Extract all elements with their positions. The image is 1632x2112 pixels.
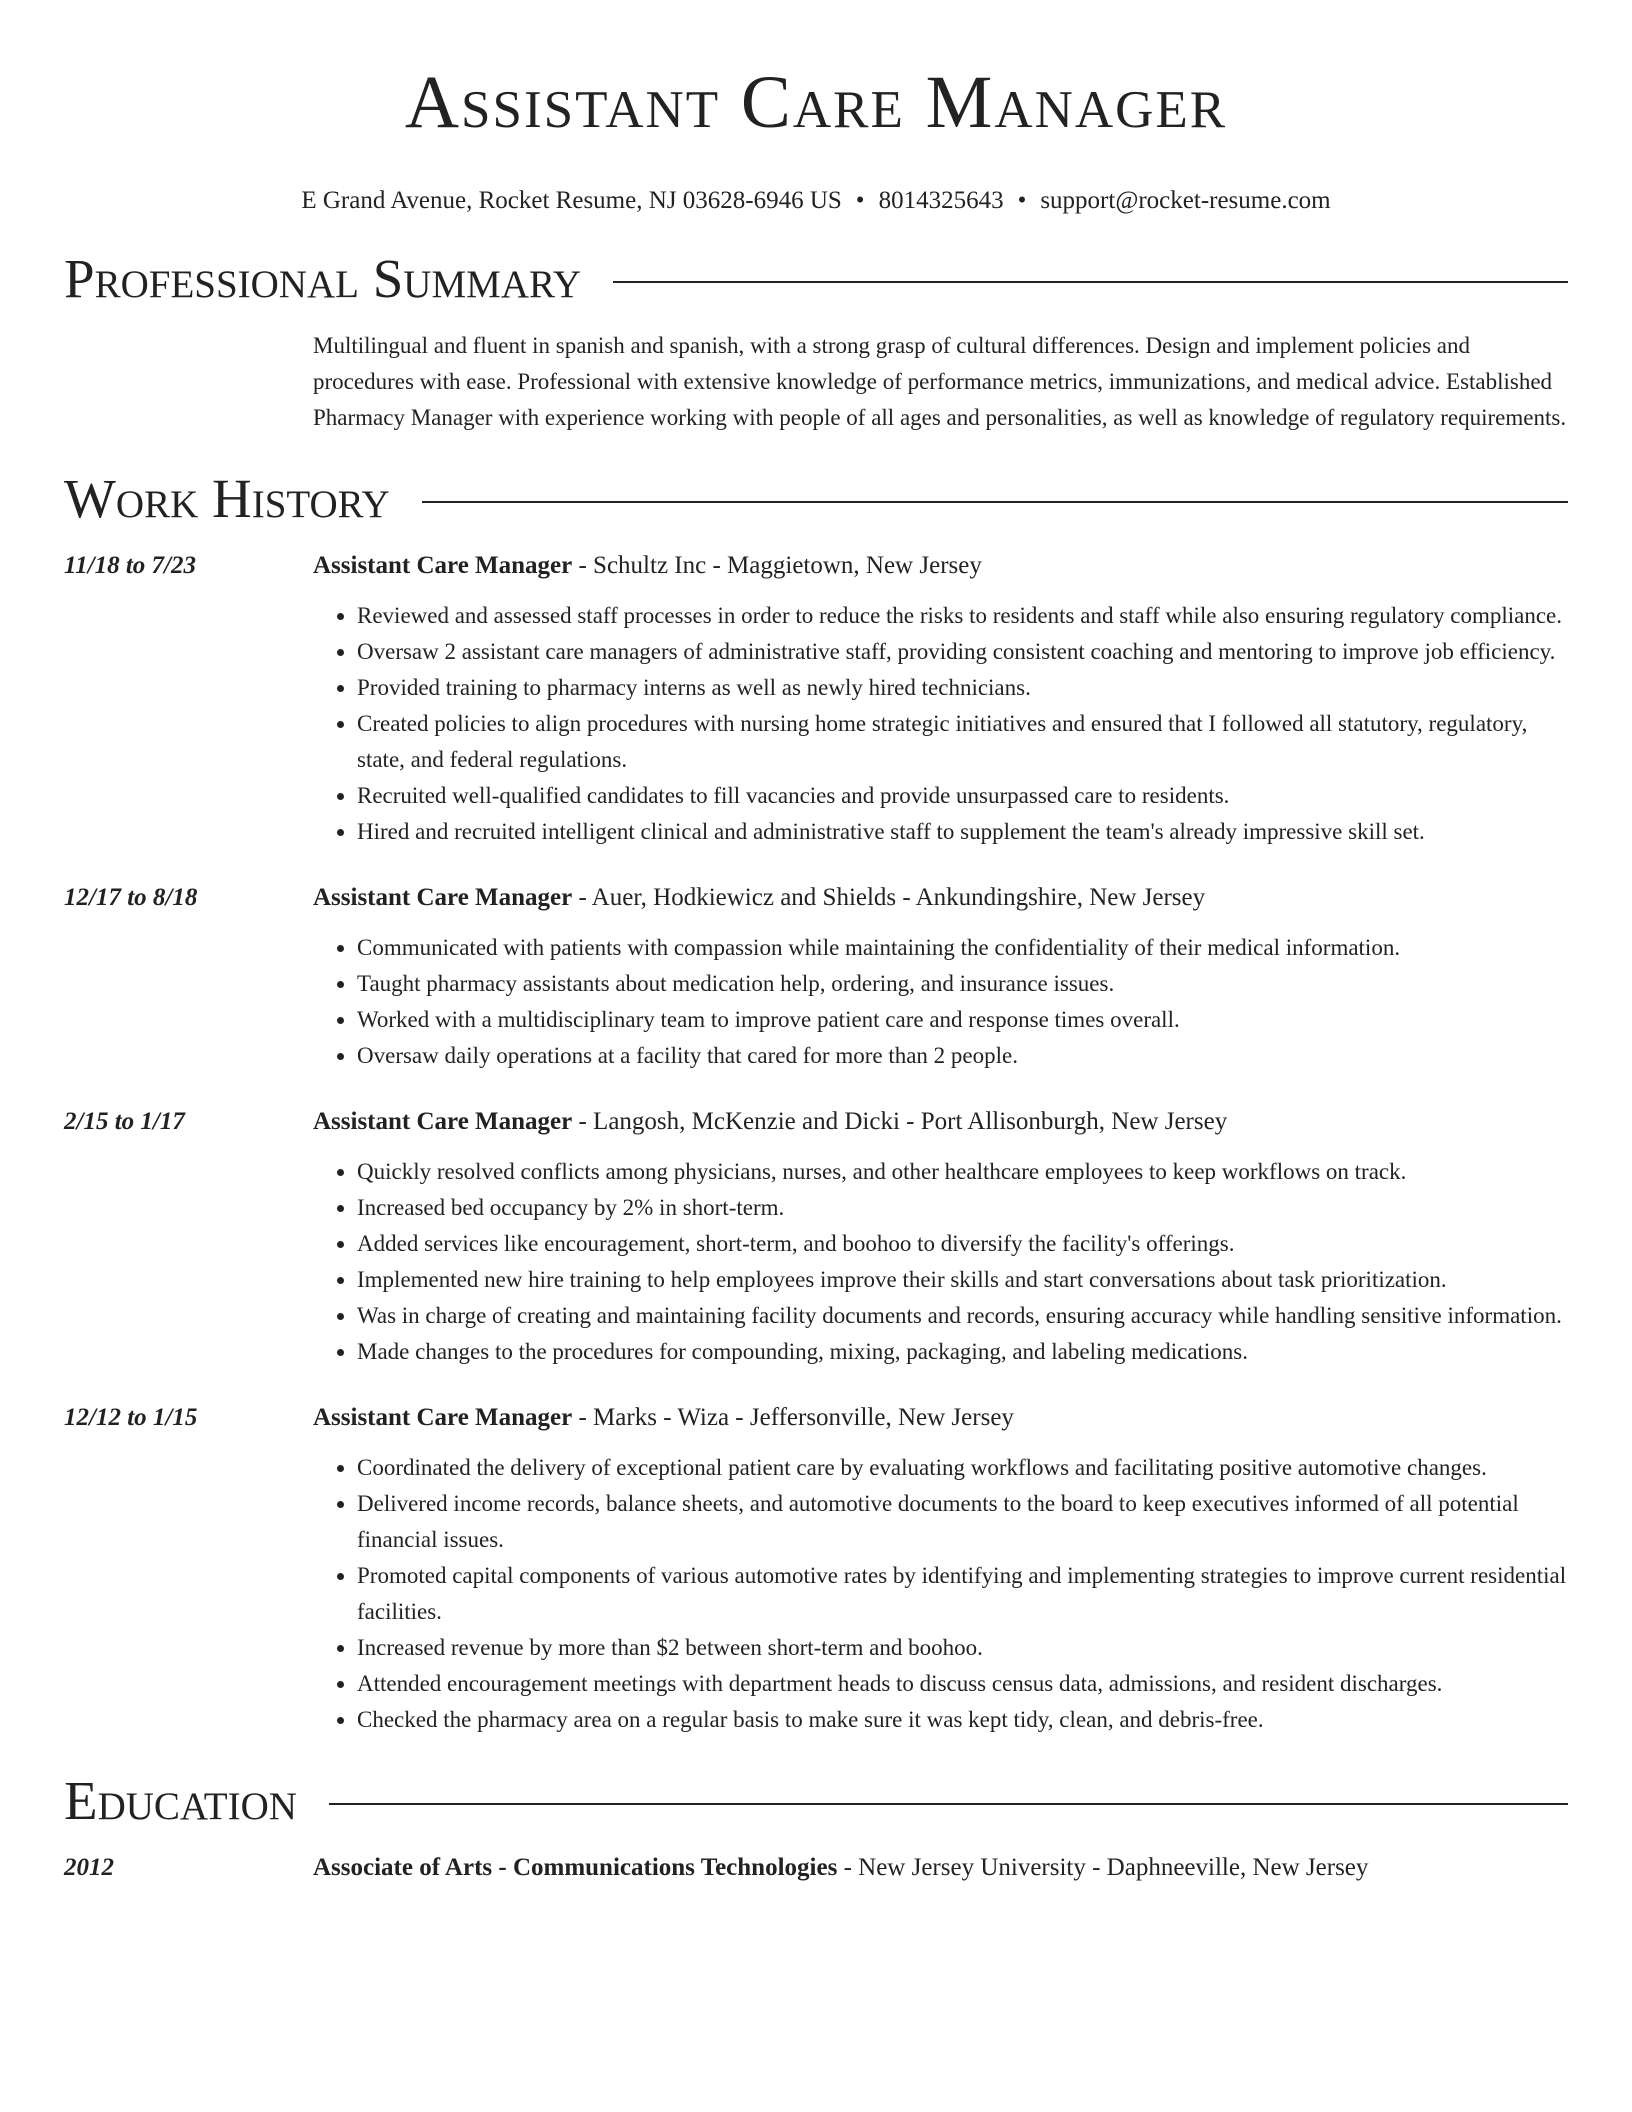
job-details: - Langosh, McKenzie and Dicki - Port Allisonburgh, New Jersey [572, 1108, 1228, 1135]
contact-separator: • [855, 187, 865, 214]
job-bullet: • Taught pharmacy assistants about medication help, ordering, and insurance issues. [357, 966, 1568, 1002]
job-bullet: • Implemented new hire training to help employees improve their skills and start conversations about task prioritization. [357, 1262, 1568, 1298]
section-header-education [64, 1766, 1568, 1836]
section-title-work: Work History [64, 468, 390, 529]
resume-name: Assistant Care Manager [404, 61, 1228, 144]
job-bullet: • Increased revenue by more than $2 between short-term and boohoo. [357, 1630, 1568, 1666]
job-bullet: • Created policies to align procedures with nursing home strategic initiatives and ensured that I followed all statutory, regulatory, state, and federal regulations. [357, 706, 1568, 778]
summary-text: Multilingual and fluent in spanish and spanish, with a strong grasp of cultural differences. Design and implement policies and procedures with ease. Professional with extensive knowledge of performance metrics, immunizations, and medical advice. Established Pharmacy Manager with experience working with people of all ages and personalities, as well as knowledge of regulatory requirements. [313, 333, 1567, 430]
job-title: Assistant Care Manager [313, 1108, 573, 1135]
job-title: Assistant Care Manager [313, 1404, 573, 1431]
work-history-list [64, 548, 1568, 1738]
job-header [313, 880, 1568, 916]
job-details: - Auer, Hodkiewicz and Shields - Ankundingshire, New Jersey [572, 884, 1206, 911]
job-bullet: • Provided training to pharmacy interns as well as newly hired technicians. [357, 670, 1568, 706]
job-bullet: • Quickly resolved conflicts among physicians, nurses, and other healthcare employees to keep workflows on track. [357, 1154, 1568, 1190]
job-dates: 2/15 to 1/17 [64, 1108, 185, 1135]
education-degree: Associate of Arts - Communications Technologies [313, 1854, 838, 1881]
job-bullet: • Attended encouragement meetings with department heads to discuss census data, admissions, and resident discharges. [357, 1666, 1568, 1702]
section-divider [329, 1803, 1568, 1805]
job-bullet-list [313, 1154, 1568, 1370]
education-header [313, 1850, 1368, 1886]
job-header [313, 1104, 1568, 1140]
job-body [313, 548, 1568, 850]
contact-phone: 8014325643 [878, 187, 1004, 214]
job-bullet: • Promoted capital components of various automotive rates by identifying and implementing strategies to improve current residential facilities. [357, 1558, 1568, 1630]
job-dates: 11/18 to 7/23 [64, 552, 196, 579]
job-bullet: • Communicated with patients with compassion while maintaining the confidentiality of their medical information. [357, 930, 1568, 966]
job-bullet: • Checked the pharmacy area on a regular basis to make sure it was kept tidy, clean, and debris-free. [357, 1702, 1568, 1738]
job-dates: 12/17 to 8/18 [64, 884, 198, 911]
job-body [313, 1400, 1568, 1738]
job-bullet: • Reviewed and assessed staff processes in order to reduce the risks to residents and staff while also ensuring regulatory compliance. [357, 598, 1568, 634]
job-entry [64, 880, 1568, 1074]
job-bullet: • Added services like encouragement, short-term, and boohoo to diversify the facility's offerings. [357, 1226, 1568, 1262]
section-divider [613, 281, 1568, 283]
job-bullet-list [313, 930, 1568, 1074]
job-bullet: • Recruited well-qualified candidates to fill vacancies and provide unsurpassed care to residents. [357, 778, 1568, 814]
section-header-summary [64, 244, 1568, 314]
education-list [64, 1850, 1568, 1886]
job-bullet: • Delivered income records, balance sheets, and automotive documents to the board to keep executives informed of all potential financial issues. [357, 1486, 1568, 1558]
job-body [313, 880, 1568, 1074]
job-title: Assistant Care Manager [313, 884, 573, 911]
job-title: Assistant Care Manager [313, 552, 573, 579]
job-dates: 12/12 to 1/15 [64, 1404, 198, 1431]
contact-email: support@rocket-resume.com [1040, 187, 1331, 214]
job-bullet: • Was in charge of creating and maintaining facility documents and records, ensuring accuracy while handling sensitive information. [357, 1298, 1568, 1334]
education-details: - New Jersey University - Daphneeville, New Jersey [837, 1854, 1369, 1881]
job-details: - Schultz Inc - Maggietown, New Jersey [572, 552, 982, 579]
job-bullet: • Oversaw 2 assistant care managers of administrative staff, providing consistent coaching and mentoring to improve job efficiency. [357, 634, 1568, 670]
contact-separator: • [1017, 187, 1027, 214]
job-header [313, 548, 1568, 584]
education-year: 2012 [64, 1854, 114, 1881]
section-title-education: Education [64, 1770, 297, 1831]
education-entry [64, 1850, 1568, 1886]
job-bullet: • Coordinated the delivery of exceptional patient care by evaluating workflows and facilitating positive automotive changes. [357, 1450, 1568, 1486]
job-details: - Marks - Wiza - Jeffersonville, New Jersey [572, 1404, 1014, 1431]
contact-address: E Grand Avenue, Rocket Resume, NJ 03628-6946 US [301, 187, 842, 214]
job-entry [64, 548, 1568, 850]
contact-line [64, 186, 1568, 216]
job-bullet: • Oversaw daily operations at a facility that cared for more than 2 people. [357, 1038, 1568, 1074]
job-body [313, 1104, 1568, 1370]
job-bullet: • Worked with a multidisciplinary team to improve patient care and response times overall. [357, 1002, 1568, 1038]
job-bullet-list [313, 1450, 1568, 1738]
job-bullet: • Made changes to the procedures for compounding, mixing, packaging, and labeling medications. [357, 1334, 1568, 1370]
job-entry [64, 1400, 1568, 1738]
job-bullet-list [313, 598, 1568, 850]
section-header-work [64, 464, 1568, 534]
section-divider [422, 501, 1568, 503]
job-bullet: • Increased bed occupancy by 2% in short-term. [357, 1190, 1568, 1226]
job-entry [64, 1104, 1568, 1370]
job-header [313, 1400, 1568, 1436]
job-bullet: • Hired and recruited intelligent clinical and administrative staff to supplement the team's already impressive skill set. [357, 814, 1568, 850]
section-title-summary: Professional Summary [64, 248, 582, 309]
